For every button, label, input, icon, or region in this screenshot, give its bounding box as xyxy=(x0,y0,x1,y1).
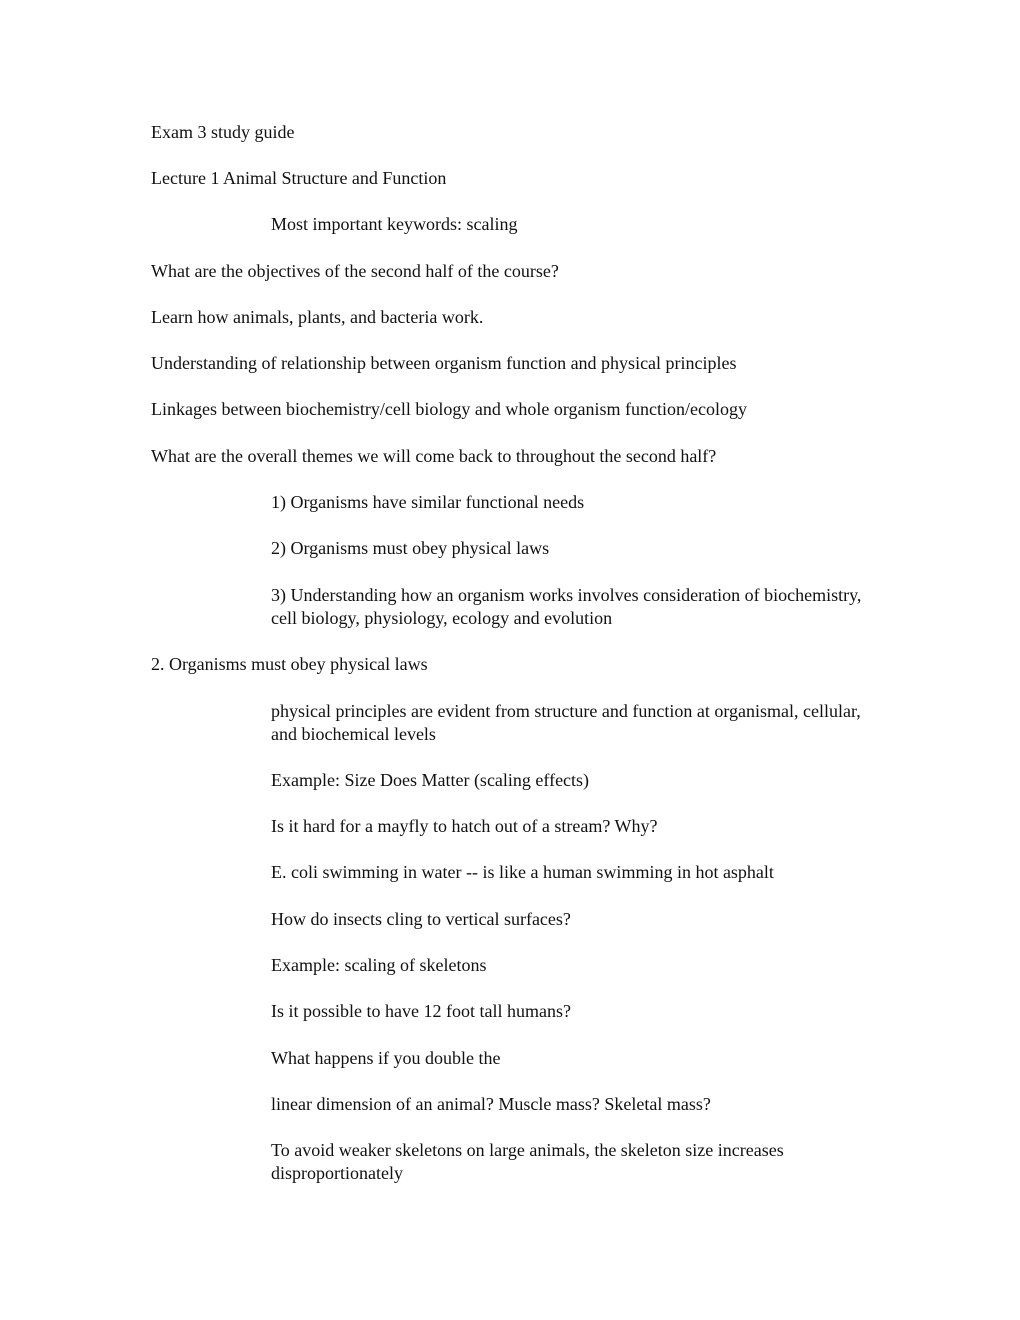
section2-item: Is it possible to have 12 foot tall humans? xyxy=(271,1001,571,1021)
section2-heading: 2. Organisms must obey physical laws xyxy=(151,654,428,674)
objective-item: Linkages between biochemistry/cell biology and whole organism function/ecology xyxy=(151,399,748,419)
section2-item: Example: Size Does Matter (scaling effects) xyxy=(271,770,590,790)
section2-item: How do insects cling to vertical surfaces? xyxy=(271,909,571,929)
section2-item: Example: scaling of skeletons xyxy=(271,955,487,975)
section2-item: Is it hard for a mayfly to hatch out of a stream? Why? xyxy=(271,816,658,836)
objectives-question: What are the objectives of the second half of the course? xyxy=(151,261,559,281)
section2-item: linear dimension of an animal? Muscle mass? Skeletal mass? xyxy=(271,1094,711,1114)
section2-item: physical principles are evident from structure and function at organismal, cellular, and biochemical levels xyxy=(271,701,861,744)
objective-item: Learn how animals, plants, and bacteria work. xyxy=(151,307,484,327)
theme-item: 2) Organisms must obey physical laws xyxy=(271,538,550,558)
theme-item: 3) Understanding how an organism works involves consideration of biochemistry, cell biology, physiology, ecology and evolution xyxy=(271,585,862,628)
section2-item: What happens if you double the xyxy=(271,1048,501,1068)
theme-item: 1) Organisms have similar functional needs xyxy=(271,492,585,512)
objective-item: Understanding of relationship between organism function and physical principles xyxy=(151,353,737,373)
section2-item: E. coli swimming in water -- is like a human swimming in hot asphalt xyxy=(271,862,774,882)
keywords-line: Most important keywords: scaling xyxy=(271,214,518,234)
document-title: Exam 3 study guide xyxy=(151,122,295,142)
lecture-heading: Lecture 1 Animal Structure and Function xyxy=(151,168,447,188)
section2-item: To avoid weaker skeletons on large animals, the skeleton size increases disproportionately xyxy=(271,1140,784,1183)
themes-question: What are the overall themes we will come back to throughout the second half? xyxy=(151,446,717,466)
